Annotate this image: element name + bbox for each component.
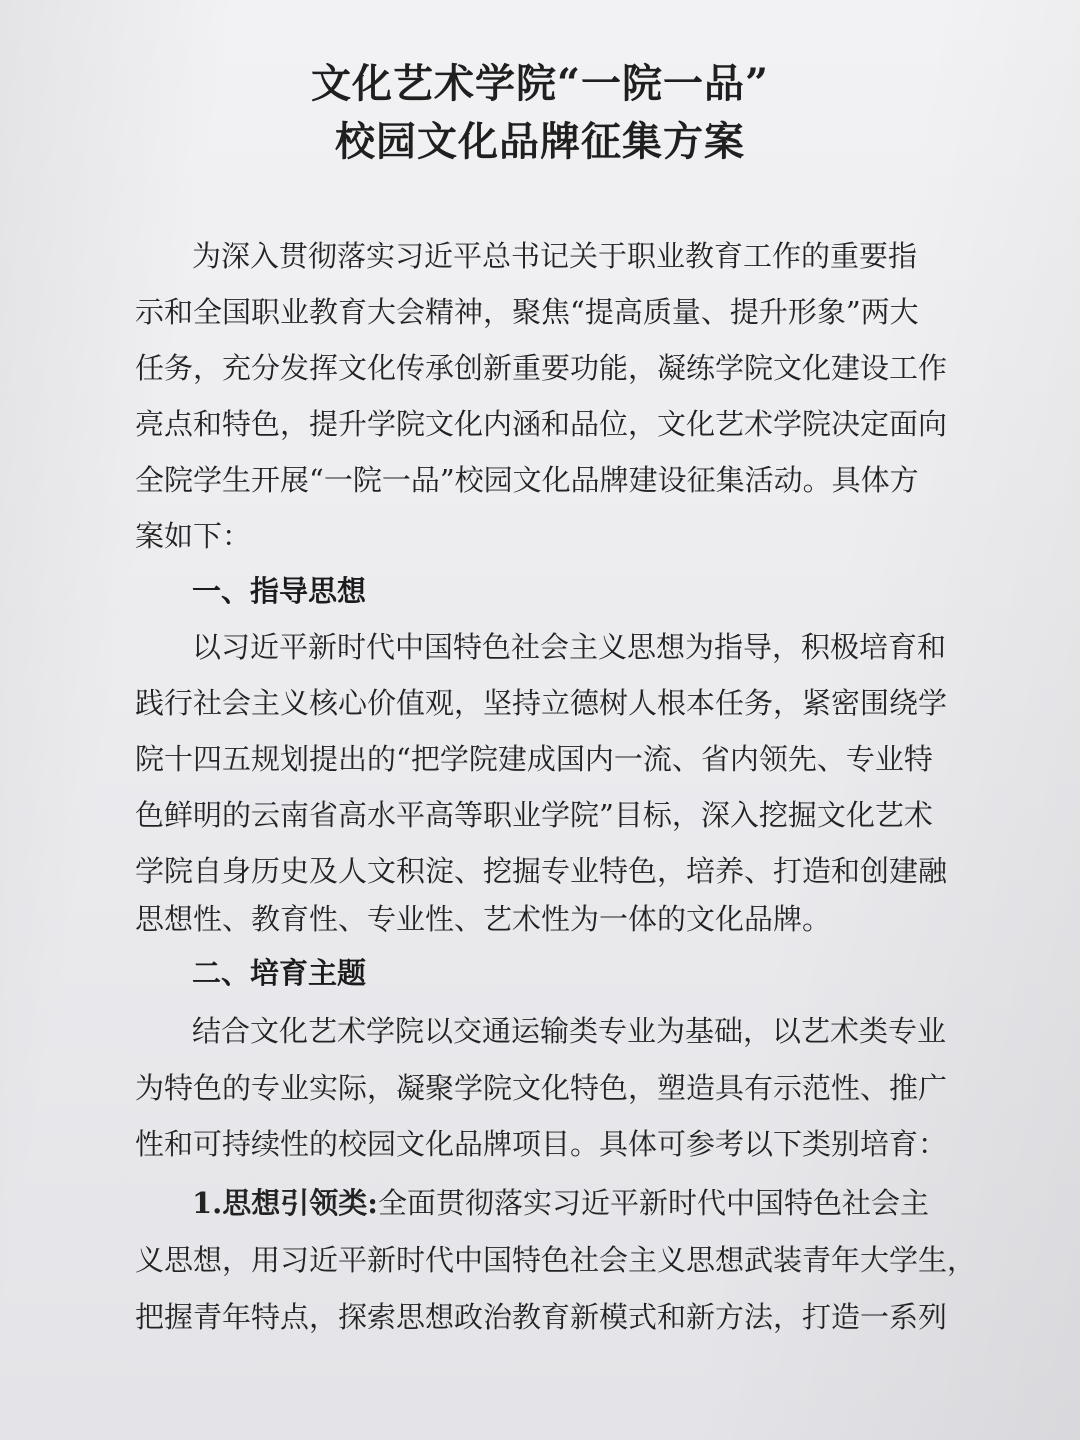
- section-heading-guiding-ideology: 一、指导思想: [192, 574, 367, 608]
- item1-label: 1.思想引领类:: [192, 1186, 378, 1220]
- intro-line: 为深入贯彻落实习近平总书记关于职业教育工作的重要指: [192, 239, 918, 273]
- document-title-line-2: 校园文化品牌征集方案: [335, 118, 745, 165]
- section1-line: 思想性、教育性、专业性、艺术性为一体的文化品牌。: [135, 902, 832, 936]
- item1-line: 义思想，用习近平新时代中国特色社会主义思想武装青年大学生，: [135, 1243, 977, 1277]
- section2-line: 结合文化艺术学院以交通运输类专业为基础，以艺术类专业: [192, 1014, 947, 1048]
- section1-line: 院十四五规划提出的“把学院建成国内一流、省内领先、专业特: [135, 742, 933, 776]
- section2-line: 为特色的专业实际，凝聚学院文化特色，塑造具有示范性、推广: [135, 1071, 948, 1105]
- section-heading-cultivation-theme: 二、培育主题: [192, 956, 367, 990]
- intro-line: 全院学生开展“一院一品”校园文化品牌建设征集活动。具体方: [135, 463, 919, 497]
- section1-line: 学院自身历史及人文积淀、挖掘专业特色，培养、打造和创建融: [135, 854, 948, 888]
- section1-line: 践行社会主义核心价值观，坚持立德树人根本任务，紧密围绕学: [135, 686, 948, 720]
- intro-line: 示和全国职业教育大会精神，聚焦“提高质量、提升形象”两大: [135, 295, 919, 329]
- item1-line: 把握青年特点，探索思想政治教育新模式和新方法，打造一系列: [135, 1300, 948, 1334]
- intro-line: 亮点和特色，提升学院文化内涵和品位，文化艺术学院决定面向: [135, 407, 948, 441]
- section2-line: 性和可持续性的校园文化品牌项目。具体可参考以下类别培育：: [135, 1127, 948, 1161]
- item1-text: 全面贯彻落实习近平新时代中国特色社会主: [377, 1186, 929, 1220]
- intro-line: 任务，充分发挥文化传承创新重要功能，凝练学院文化建设工作: [135, 351, 948, 385]
- section1-line: 以习近平新时代中国特色社会主义思想为指导，积极培育和: [192, 630, 947, 664]
- intro-line: 案如下：: [135, 519, 252, 553]
- item1-first-line: [192, 1183, 952, 1223]
- section1-line: 色鲜明的云南省高水平高等职业学院”目标，深入挖掘文化艺术: [135, 798, 933, 832]
- document-title-line-1: 文化艺术学院“一院一品”: [310, 60, 769, 107]
